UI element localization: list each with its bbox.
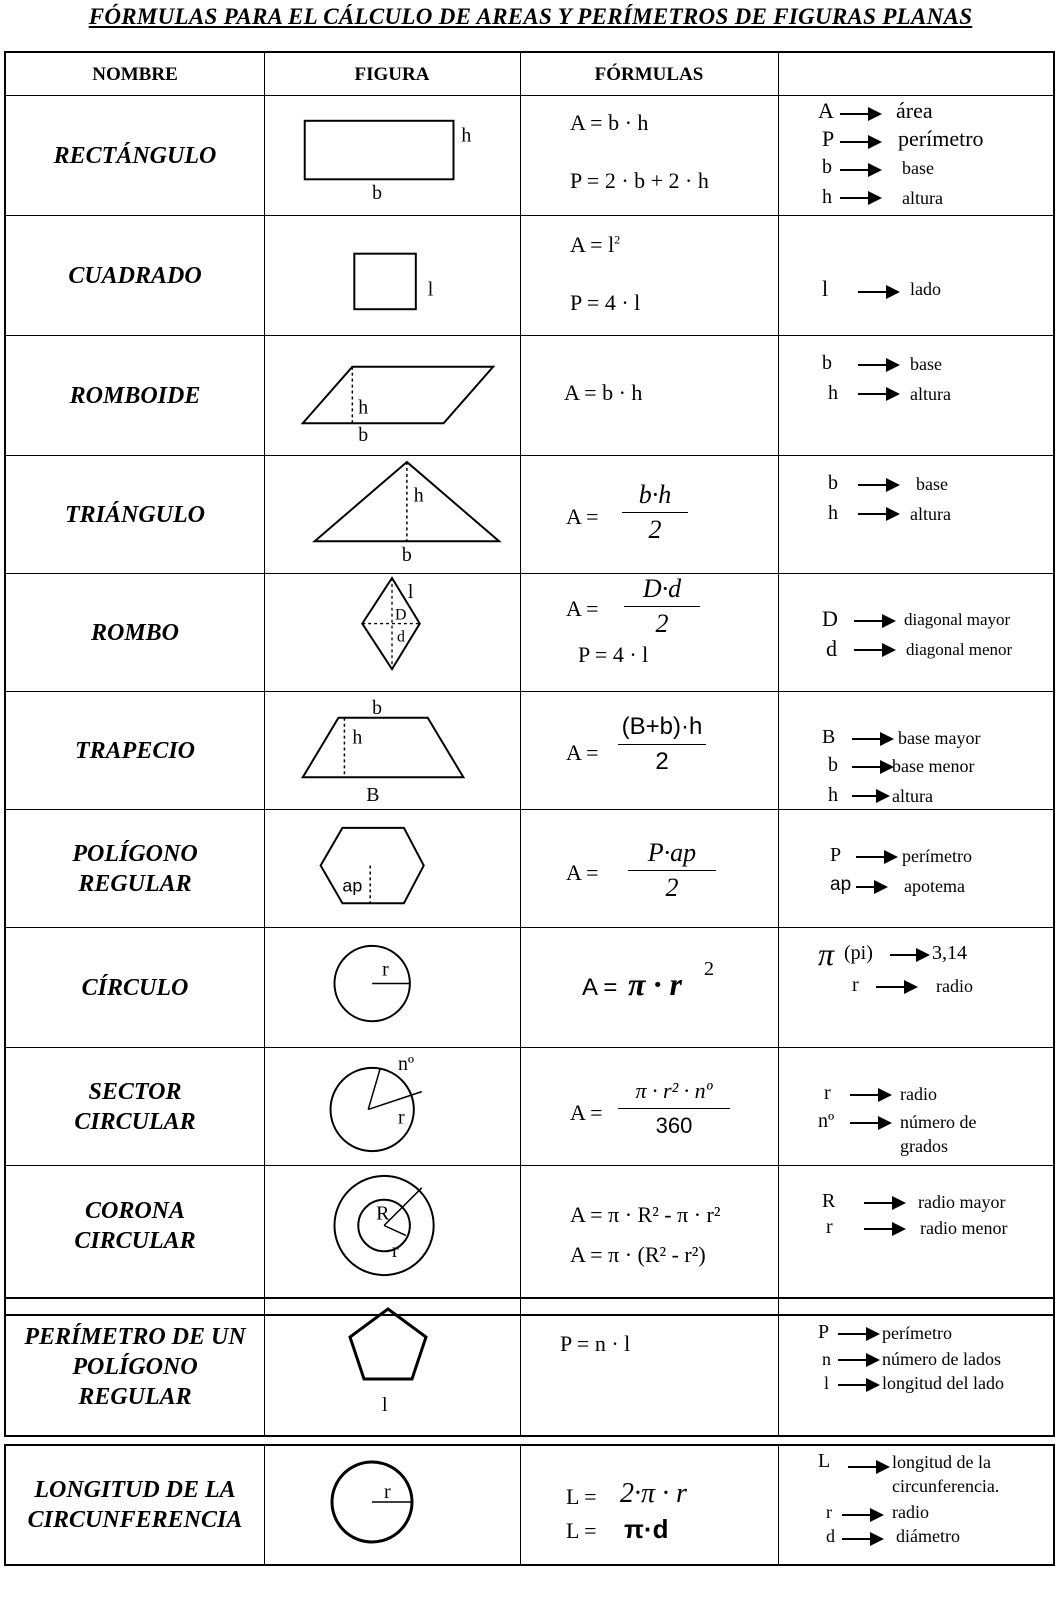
- row-name: RECTÁNGULO: [53, 142, 217, 169]
- legend-meaning: radio: [892, 1502, 929, 1522]
- formula-lhs: A =: [582, 974, 618, 1001]
- formula-rhs: π · r: [628, 966, 682, 1002]
- legend-cell: [778, 96, 1051, 215]
- legend-meaning: número de: [900, 1112, 977, 1132]
- fraction: [618, 712, 706, 777]
- label-R: R: [376, 1202, 390, 1225]
- legend-cell: [778, 216, 1051, 335]
- formula-lhs: L =: [566, 1518, 597, 1543]
- denominator: 360: [655, 1113, 693, 1138]
- legend-meaning: 3,14: [932, 942, 967, 964]
- row-rombo: [6, 573, 1053, 691]
- formula-area: $A = l^2$: [570, 232, 621, 257]
- fraction-bar: [628, 870, 716, 871]
- formula-perimeter: P = n · l: [560, 1331, 631, 1356]
- row-circulo: [6, 927, 1053, 1047]
- legend-meaning-cont: grados: [900, 1136, 948, 1156]
- row-cuadrado: [6, 215, 1053, 335]
- arrow-icon: [858, 291, 898, 293]
- row-name: POLÍGONO REGULAR: [72, 840, 198, 897]
- formula-lhs: A =: [570, 1100, 603, 1125]
- row-name: TRIÁNGULO: [64, 501, 205, 528]
- figure-parallelogram: [264, 336, 522, 455]
- arrow-icon: [842, 1538, 882, 1540]
- legend-meaning: altura: [902, 188, 943, 208]
- legend-symbol: h: [828, 784, 838, 806]
- fraction-bar: [624, 606, 700, 607]
- figure-circle: [264, 928, 522, 1047]
- arrow-icon: [890, 954, 928, 956]
- row-name: ROMBO: [90, 619, 180, 646]
- label-l: l: [382, 1394, 388, 1416]
- figure-annulus: [264, 1166, 522, 1286]
- formula-area-2: A = π · (R² - r²): [570, 1242, 706, 1267]
- formula-perimeter: P = 4 · l: [570, 290, 641, 315]
- legend-cell: [778, 336, 1051, 455]
- header-figure: FIGURA: [354, 64, 430, 85]
- arrow-icon: [858, 484, 898, 486]
- legend-symbol: r: [826, 1502, 832, 1522]
- label-h: h: [352, 726, 363, 749]
- denominator: 2: [665, 873, 679, 902]
- figure-circular-sector: [264, 1048, 522, 1165]
- legend-meaning: apotema: [904, 876, 965, 896]
- fraction: [618, 1076, 730, 1141]
- formula-cell: [520, 456, 778, 573]
- formula-area-1: A = π · R² - π · r²: [570, 1202, 721, 1227]
- figure-trapezoid: [264, 692, 522, 809]
- legend-meaning: radio menor: [920, 1218, 1008, 1238]
- arrow-icon: [842, 1514, 882, 1516]
- arrow-icon: [850, 1094, 890, 1096]
- legend-meaning: diámetro: [896, 1526, 960, 1546]
- sector-shape: [264, 1048, 522, 1165]
- fraction-bar: [618, 744, 706, 745]
- fraction: [622, 480, 688, 545]
- numerator: D·d: [642, 574, 682, 603]
- formula-lhs: A =: [566, 504, 599, 529]
- legend-meaning: radio: [900, 1084, 937, 1104]
- arrow-icon: [858, 513, 898, 515]
- legend-symbol: r: [852, 974, 859, 996]
- rectangle-shape: [264, 96, 522, 215]
- legend-symbol: nº: [818, 1110, 835, 1132]
- legend-cell: [778, 692, 1051, 809]
- label-b: b: [401, 544, 412, 567]
- figure-square: [264, 216, 522, 335]
- row-name: CUADRADO: [68, 262, 202, 289]
- legend-symbol: A: [818, 98, 834, 123]
- formula-cell: [520, 1299, 778, 1435]
- denominator: 2: [648, 515, 662, 544]
- legend-meaning: lado: [910, 279, 941, 299]
- legend-symbol: b: [822, 156, 832, 178]
- circle-shape: [264, 928, 522, 1047]
- label-b: b: [372, 182, 383, 205]
- arrow-icon: [840, 141, 880, 143]
- formula-area: A = b · h: [570, 110, 649, 135]
- formula-lhs: A =: [566, 740, 599, 765]
- figure-pentagon: [264, 1299, 522, 1435]
- arrow-icon: [856, 856, 896, 858]
- arrow-icon: [864, 1202, 904, 1204]
- trapezoid-shape: [264, 692, 522, 809]
- circumference-shape: [264, 1446, 522, 1564]
- legend-meaning: base: [910, 354, 942, 374]
- label-h: h: [358, 396, 369, 419]
- arrow-icon: [876, 986, 916, 988]
- formula-cell: [520, 1446, 778, 1564]
- figure-circumference: [264, 1446, 522, 1564]
- label-r: r: [382, 958, 389, 981]
- legend-symbol: n: [822, 1349, 831, 1369]
- triangle-shape: [264, 456, 522, 573]
- figure-rectangle: [264, 96, 522, 215]
- header-row: [6, 53, 1053, 95]
- label-ap: ap: [342, 875, 363, 896]
- row-sector-circular: [6, 1047, 1053, 1165]
- formula-area: A = b · h: [564, 380, 643, 405]
- formula-exponent: 2: [704, 958, 714, 980]
- square-shape: [264, 216, 522, 335]
- arrow-icon: [858, 393, 898, 395]
- legend-meaning: perímetro: [898, 126, 984, 151]
- formula-cell: [520, 574, 778, 691]
- legend-symbol: r: [826, 1216, 833, 1238]
- legend-meaning: radio: [936, 976, 973, 996]
- label-l: l: [407, 580, 414, 603]
- legend-meaning: altura: [910, 384, 951, 404]
- formula-cell: [520, 336, 778, 455]
- arrow-icon: [850, 1122, 890, 1124]
- legend-symbol: D: [822, 606, 838, 631]
- legend-meaning: diagonal mayor: [904, 610, 1011, 629]
- legend-symbol: h: [822, 186, 832, 208]
- label-h: h: [461, 124, 472, 147]
- numerator: (B+b)·h: [621, 713, 703, 740]
- figure-hexagon: [264, 810, 522, 927]
- label-r: r: [384, 1481, 391, 1503]
- row-trapecio: [6, 691, 1053, 809]
- legend-symbol: L: [818, 1450, 831, 1472]
- legend-symbol: l: [822, 276, 829, 301]
- row-name: SECTOR CIRCULAR: [74, 1078, 196, 1135]
- formula-cell: [520, 810, 778, 927]
- page-title: FÓRMULAS PARA EL CÁLCULO DE AREAS Y PERÍMETROS DE FIGURAS PLANAS: [88, 4, 973, 29]
- row-rectangulo: [6, 95, 1053, 215]
- row-name: LONGITUD DE LA CIRCUNFERENCIA: [27, 1477, 243, 1533]
- arrow-icon: [852, 766, 892, 768]
- arrow-icon: [856, 886, 886, 888]
- formula-lhs: L =: [566, 1484, 597, 1509]
- legend-symbol: P: [818, 1321, 830, 1343]
- legend-symbol: l: [824, 1373, 830, 1393]
- legend-meaning: base mayor: [898, 728, 981, 748]
- label-h: h: [413, 484, 424, 507]
- legend-meaning: altura: [910, 504, 951, 524]
- perimeter-table: [4, 1297, 1055, 1437]
- legend-symbol: (pi): [844, 942, 873, 964]
- annulus-shape: [264, 1166, 522, 1286]
- formula-cell: [520, 1048, 778, 1165]
- row-name: CORONA CIRCULAR: [74, 1198, 196, 1254]
- fraction-bar: [618, 1108, 730, 1109]
- row-name: CÍRCULO: [81, 974, 189, 1001]
- fraction-bar: [622, 512, 688, 513]
- numerator: b·h: [638, 480, 672, 509]
- fraction: [628, 838, 716, 903]
- legend-meaning: base: [916, 474, 948, 494]
- legend-meaning: diagonal menor: [906, 640, 1013, 659]
- figure-rhombus: [264, 574, 522, 691]
- parallelogram-shape: [264, 336, 522, 455]
- row-name: ROMBOIDE: [69, 382, 201, 409]
- legend-symbol: r: [824, 1082, 831, 1104]
- header-name: NOMBRE: [92, 64, 178, 85]
- circumference-table: [4, 1444, 1055, 1566]
- formula-cell: [520, 216, 778, 335]
- formula-lhs: A =: [566, 860, 599, 885]
- arrow-icon: [854, 620, 894, 622]
- legend-meaning: longitud del lado: [882, 1373, 1004, 1393]
- arrow-icon: [858, 364, 898, 366]
- label-r: r: [397, 1106, 405, 1129]
- formula-cell: [520, 928, 778, 1047]
- row-romboide: [6, 335, 1053, 455]
- label-d: d: [396, 628, 405, 646]
- row-name: TRAPECIO: [74, 737, 196, 764]
- pi-icon: π: [818, 936, 835, 972]
- legend-cell: [778, 1166, 1051, 1286]
- arrow-icon: [852, 738, 892, 740]
- arrow-icon: [864, 1228, 904, 1230]
- legend-symbol: P: [822, 126, 835, 151]
- legend-meaning: base menor: [892, 756, 975, 776]
- legend-symbol: b: [828, 754, 838, 776]
- formula-rhs: 2·π · r: [620, 1478, 687, 1509]
- formula-cell: [520, 96, 778, 215]
- formula-cell: [520, 1166, 778, 1286]
- pentagon-shape: [264, 1299, 522, 1435]
- arrow-icon: [840, 169, 880, 171]
- label-B: B: [366, 784, 380, 807]
- legend-meaning: número de lados: [882, 1349, 1001, 1369]
- label-D: D: [394, 606, 407, 624]
- rhombus-shape: [264, 574, 522, 691]
- row-corona-circular: [6, 1165, 1053, 1286]
- legend-symbol: h: [828, 502, 838, 524]
- legend-symbol: R: [822, 1190, 836, 1212]
- arrow-icon: [854, 649, 894, 651]
- legend-symbol: d: [826, 1526, 835, 1546]
- legend-cell: [778, 1048, 1051, 1165]
- formula-lhs: A =: [566, 596, 599, 621]
- fraction: [624, 574, 700, 639]
- figure-triangle: [264, 456, 522, 573]
- legend-cell: [778, 456, 1051, 573]
- legend-cell: [778, 1299, 1051, 1435]
- legend-symbol: P: [830, 844, 842, 866]
- legend-cell: [778, 574, 1051, 691]
- legend-meaning: base: [902, 158, 934, 178]
- label-degrees: nº: [397, 1052, 415, 1075]
- formula-perimeter: P = 4 · l: [578, 642, 649, 667]
- legend-symbol: ap: [830, 874, 852, 895]
- arrow-icon: [848, 1466, 888, 1468]
- legend-meaning: perímetro: [902, 846, 972, 866]
- formula-rhs: π·d: [624, 1514, 669, 1544]
- numerator: P·ap: [647, 838, 697, 867]
- header-formulas: FÓRMULAS: [594, 64, 704, 85]
- denominator: 2: [655, 609, 669, 638]
- formula-cell: [520, 692, 778, 809]
- row-name: PERÍMETRO DE UN POLÍGONO REGULAR: [24, 1324, 246, 1410]
- label-l: l: [427, 278, 434, 301]
- row-poligono-regular: [6, 809, 1053, 927]
- hexagon-shape: [264, 810, 522, 927]
- arrow-icon: [838, 1384, 878, 1386]
- label-b: b: [372, 696, 383, 719]
- formula-perimeter: P = 2 · b + 2 · h: [570, 168, 709, 193]
- legend-meaning-cont: circunferencia.: [892, 1476, 1000, 1496]
- legend-meaning: radio mayor: [918, 1192, 1006, 1212]
- arrow-icon: [852, 795, 888, 797]
- numerator: π · r² · nº: [635, 1078, 713, 1103]
- legend-cell: [778, 1446, 1051, 1564]
- arrow-icon: [840, 113, 880, 115]
- legend-symbol: B: [822, 726, 836, 748]
- legend-symbol: b: [828, 472, 838, 494]
- legend-cell: [778, 810, 1051, 927]
- row-triangulo: [6, 455, 1053, 573]
- legend-meaning: altura: [892, 786, 933, 806]
- legend-meaning: área: [896, 98, 933, 123]
- denominator: 2: [655, 748, 669, 775]
- legend-meaning: perímetro: [882, 1323, 952, 1343]
- arrow-icon: [838, 1359, 878, 1361]
- legend-cell: [778, 928, 1051, 1047]
- legend-symbol: d: [826, 636, 837, 661]
- arrow-icon: [840, 197, 880, 199]
- formulas-table: [4, 51, 1055, 1316]
- label-b: b: [358, 424, 369, 447]
- legend-meaning: longitud de la: [892, 1452, 991, 1472]
- legend-symbol: b: [822, 352, 832, 374]
- arrow-icon: [838, 1333, 878, 1335]
- legend-symbol: h: [828, 382, 838, 404]
- label-r: r: [392, 1240, 399, 1263]
